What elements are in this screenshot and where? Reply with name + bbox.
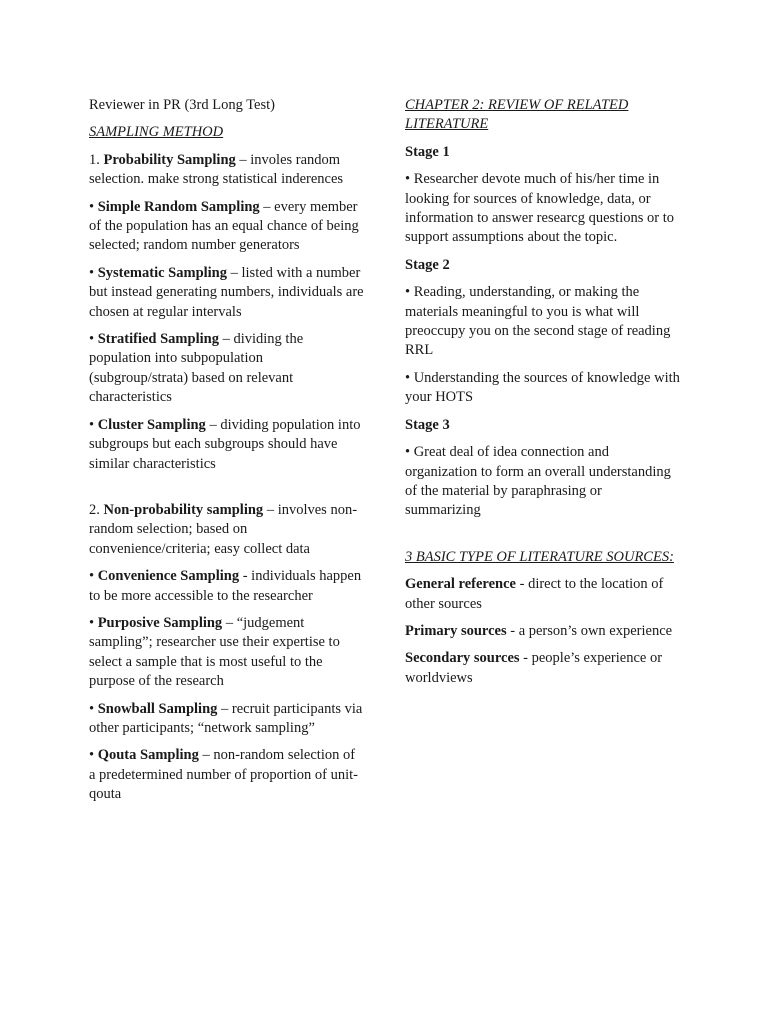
spacer	[89, 482, 364, 501]
bullet: •	[405, 444, 414, 461]
bullet: •	[89, 331, 98, 348]
non-probability-sampling-paragraph: 2. Non-probability sampling – involves non-random selection; based on convenience/criteria; easy collect data	[89, 501, 358, 557]
bullet: •	[89, 198, 98, 215]
bullet: •	[405, 284, 414, 301]
primary-sources-item: Primary sources - a person’s own experience	[405, 622, 673, 639]
spacer	[405, 529, 680, 548]
bullet: •	[405, 369, 414, 386]
cluster-sampling-item: • Cluster Sampling – dividing population into subgroups but each subgroups should have similar characteristics	[89, 416, 361, 472]
bullet: •	[89, 700, 98, 717]
secondary-sources-item: Secondary sources - people’s experience or worldviews	[405, 650, 663, 686]
stage-3-label: Stage 3	[405, 416, 450, 433]
sampling-method-heading: SAMPLING METHOD	[89, 124, 224, 141]
stage-2-text-1: • Reading, understanding, or making the materials meaningful to you is what will preoccupy you on the second stage of reading RRL	[405, 284, 671, 359]
bullet: •	[405, 171, 414, 188]
convenience-sampling-item: • Convenience Sampling - individuals happen to be more accessible to the researcher	[89, 568, 362, 604]
document-title: Reviewer in PR (3rd Long Test)	[89, 97, 275, 113]
non-probability-sampling-term: Non-probability sampling	[103, 501, 264, 518]
bullet: •	[89, 614, 98, 631]
bullet: •	[89, 264, 98, 281]
stage-2-text-2: • Understanding the sources of knowledge with your HOTS	[405, 369, 680, 406]
probability-sampling-paragraph: 1. Probability Sampling – involes random selection. make strong statistical inderences	[89, 151, 344, 188]
stage-1-text: • Researcher devote much of his/her time in looking for sources of knowledge, data, or information to answer researcg questions or to support assumptions about the topic.	[405, 171, 674, 246]
stage-2-label: Stage 2	[405, 256, 450, 273]
right-column	[405, 96, 680, 696]
literature-sources-heading: 3 BASIC TYPE OF LITERATURE SOURCES:	[405, 548, 674, 565]
stratified-sampling-item: • Stratified Sampling – dividing the population into subpopulation (subgroup/strata) based on relevant characteristics	[89, 331, 304, 406]
chapter-2-heading: CHAPTER 2: REVIEW OF RELATED LITERATURE	[405, 97, 629, 133]
bullet: •	[89, 747, 98, 764]
stage-1-label: Stage 1	[405, 143, 450, 160]
purposive-sampling-item: • Purposive Sampling – “judgement sampling”; researcher use their expertise to select a sample that is most useful to the purpose of the research	[89, 614, 340, 690]
bullet: •	[89, 416, 98, 433]
general-reference-item: General reference - direct to the location of other sources	[405, 576, 664, 612]
probability-sampling-term: Probability Sampling	[103, 151, 236, 168]
simple-random-sampling-item: • Simple Random Sampling – every member of the population has an equal chance of being selected; random number generators	[89, 198, 359, 254]
bullet: •	[89, 568, 98, 585]
quota-sampling-item: • Qouta Sampling – non-random selection of a predetermined number of proportion of unit-qouta	[89, 747, 358, 803]
systematic-sampling-item: • Systematic Sampling – listed with a number but instead generating numbers, individuals are chosen at regular intervals	[89, 264, 364, 320]
stage-3-text: • Great deal of idea connection and organization to form an overall understanding of the material by paraphrasing or summarizing	[405, 444, 671, 519]
snowball-sampling-item: • Snowball Sampling – recruit participants via other participants; “network sampling”	[89, 700, 363, 736]
left-column	[89, 96, 364, 813]
